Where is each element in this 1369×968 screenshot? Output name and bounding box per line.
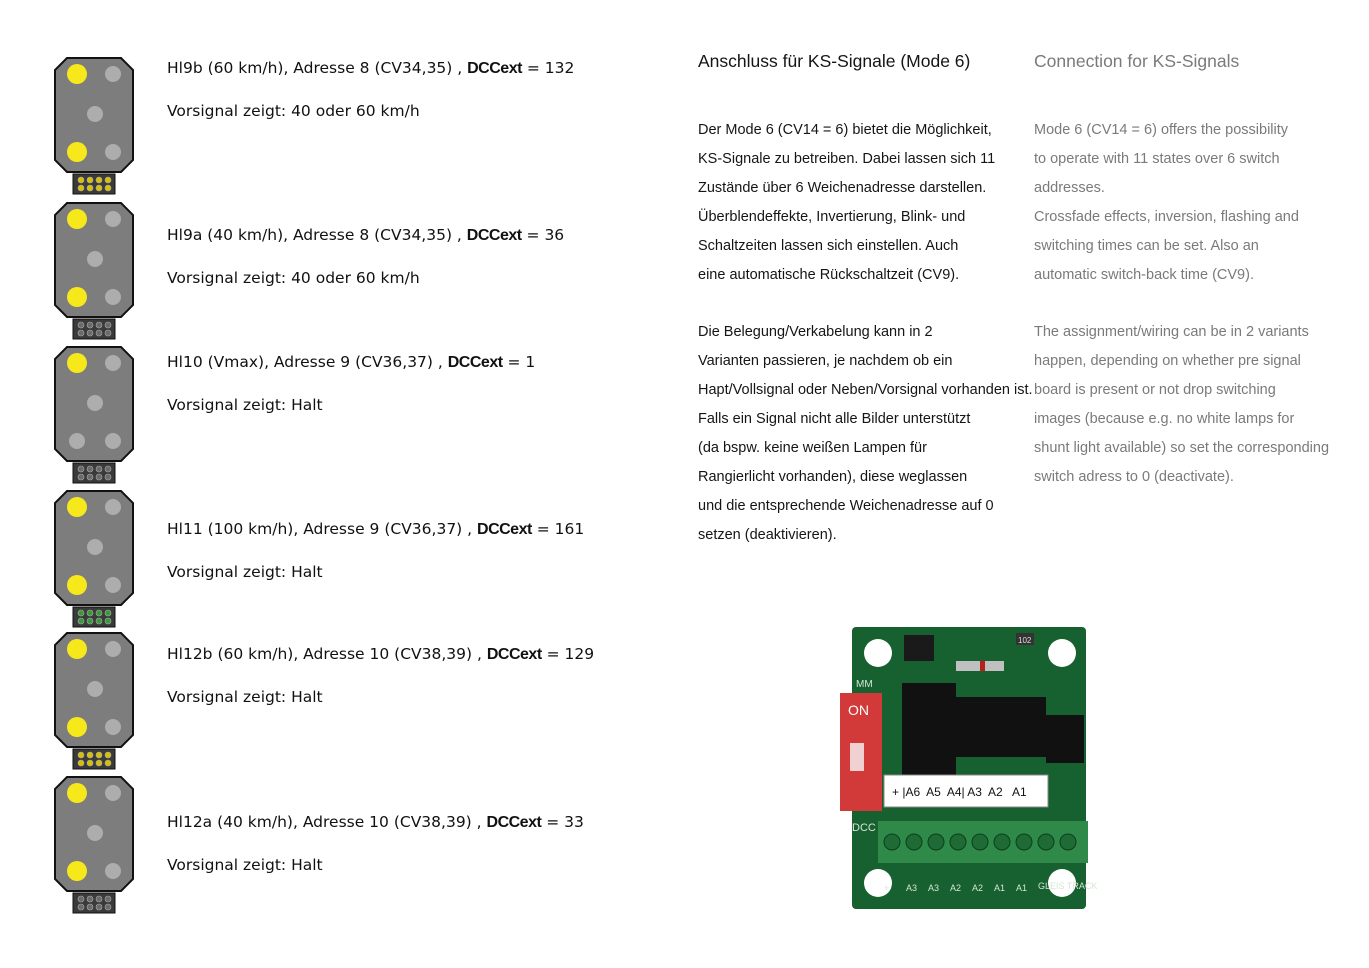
dcc-ext-label: DCCext [466, 227, 522, 244]
connector-pin [87, 610, 93, 616]
dcc-ext-value: = 161 [536, 520, 585, 538]
connector-pin [105, 896, 111, 902]
signal-title [167, 812, 584, 833]
text-line: happen, depending on whether pre signal [1034, 353, 1301, 370]
lamp-on [67, 575, 87, 595]
dcc-ext-label: DCCext [467, 60, 522, 77]
connector-pin [87, 322, 93, 328]
connector-pin [78, 610, 84, 616]
lamp-off [69, 433, 85, 449]
connector-pin [78, 752, 84, 758]
lamp-off [87, 106, 103, 122]
screw-terminal [1038, 834, 1054, 850]
dip-switch-on-label: ON [848, 702, 869, 718]
connector-pin [105, 904, 111, 910]
lamp-off [105, 289, 121, 305]
signal-title [167, 644, 594, 665]
screw-terminal [884, 834, 900, 850]
dcc-ext-value: = 36 [526, 226, 565, 244]
screw-terminal [906, 834, 922, 850]
signal-light [53, 201, 135, 341]
signal-name: Hl9b (60 km/h), Adresse 8 (CV34,35) , [167, 59, 468, 77]
lamp-off [105, 144, 121, 160]
signal-light [53, 775, 135, 915]
connector-pin [78, 618, 84, 624]
connector-pin [105, 752, 111, 758]
mounting-hole [1048, 639, 1076, 667]
text-line: Die Belegung/Verkabelung kann in 2 [698, 324, 933, 341]
signal-title [167, 352, 535, 373]
signal-light-drawing [53, 775, 135, 915]
connector-pin [96, 322, 102, 328]
vorsignal-text: Vorsignal zeigt: 40 oder 60 km/h [167, 269, 420, 287]
lamp-off [87, 395, 103, 411]
signal-entry [167, 519, 584, 582]
connector-pin [96, 904, 102, 910]
connector-pin [105, 760, 111, 766]
signal-title [167, 58, 574, 79]
connector-pin [87, 896, 93, 902]
connector-pin [78, 330, 84, 336]
mounting-hole [864, 639, 892, 667]
connector-pin [78, 185, 84, 191]
lamp-off [87, 681, 103, 697]
text-line: und die entsprechende Weichenadresse auf 0 [698, 497, 994, 514]
lamp-on [67, 287, 87, 307]
connector-pin [78, 760, 84, 766]
dcc-ext-label: DCCext [447, 354, 503, 371]
screw-terminal [950, 834, 966, 850]
connector-pin [96, 760, 102, 766]
lamp-off [87, 251, 103, 267]
lamp-on [67, 497, 87, 517]
text-line: addresses. [1034, 179, 1105, 196]
connector-pin [105, 474, 111, 480]
connector-pin [105, 177, 111, 183]
connector-pin [78, 904, 84, 910]
signal-title [167, 519, 584, 540]
dcc-label: DCC [852, 822, 876, 834]
connector-pin [96, 330, 102, 336]
signal-light [53, 56, 135, 196]
connector-pin [105, 618, 111, 624]
signal-light-drawing [53, 56, 135, 196]
lamp-on [67, 353, 87, 373]
transistor [1046, 715, 1084, 763]
screw-terminal [1016, 834, 1032, 850]
text-line: The assignment/wiring can be in 2 variants [1034, 324, 1309, 341]
signal-name: Hl12a (40 km/h), Adresse 10 (CV38,39) , [167, 813, 487, 831]
signal-entry [167, 58, 574, 121]
german-title: Anschluss für KS-Signale (Mode 6) [698, 51, 971, 71]
signal-entry [167, 352, 535, 415]
text-line: shunt light available) so set the corresponding [1034, 440, 1330, 457]
lamp-on [67, 639, 87, 659]
signal-name: Hl10 (Vmax), Adresse 9 (CV36,37) , [167, 353, 448, 371]
german-column [698, 50, 1033, 550]
lamp-on [67, 783, 87, 803]
dcc-ext-value: = 1 [507, 353, 536, 371]
dip-switch-lever [850, 743, 864, 771]
text-line: eine automatische Rückschaltzeit (CV9). [698, 266, 960, 283]
pin-label: A2 [972, 883, 984, 893]
english-title: Connection for KS-Signals [1034, 51, 1240, 71]
signal-light-drawing [53, 489, 135, 629]
connector-pin [87, 618, 93, 624]
decoder-board-drawing [838, 625, 1098, 915]
connector-pin [105, 466, 111, 472]
decoder-board-image [838, 625, 1098, 915]
signal-title [167, 225, 564, 246]
text-line: KS-Signale zu betreiben. Dabei lassen sich 11 [698, 150, 996, 167]
connector-pin [87, 752, 93, 758]
text-line: Mode 6 (CV14 = 6) offers the possibility [1034, 122, 1289, 138]
english-paragraph-1 [1034, 116, 1329, 289]
text-line: switch adress to 0 (deactivate). [1034, 468, 1234, 485]
connector-pin [96, 610, 102, 616]
text-line: to operate with 11 states over 6 switch [1034, 150, 1280, 167]
pin-label: A2 [950, 883, 962, 893]
dcc-ext-label: DCCext [477, 521, 532, 538]
connector-pin [96, 752, 102, 758]
signal-light-drawing [53, 201, 135, 341]
connector-pin [105, 610, 111, 616]
connector-pin [78, 322, 84, 328]
text-line: Überblendeffekte, Invertierung, Blink- und [698, 208, 966, 225]
text-line: automatic switch-back time (CV9). [1034, 266, 1254, 283]
lamp-off [87, 539, 103, 555]
signal-light [53, 489, 135, 629]
signal-light-drawing [53, 631, 135, 771]
lamp-off [105, 499, 121, 515]
dcc-ext-label: DCCext [486, 814, 542, 831]
signal-entry [167, 644, 594, 707]
screw-terminal [972, 834, 988, 850]
lamp-on [67, 861, 87, 881]
terminal-label: + |A6 A5 A4| A3 A2 A1 [892, 785, 1027, 799]
signal-name: Hl9a (40 km/h), Adresse 8 (CV34,35) , [167, 226, 467, 244]
vorsignal-text: Vorsignal zeigt: 40 oder 60 km/h [167, 102, 420, 120]
signal-light [53, 345, 135, 485]
text-line: setzen (deaktivieren). [698, 526, 837, 543]
driver-chip [956, 697, 1046, 757]
dcc-ext-label: DCCext [486, 646, 542, 663]
text-line: Falls ein Signal nicht alle Bilder unterstützt [698, 411, 971, 428]
connector-pin [78, 466, 84, 472]
vorsignal-text: Vorsignal zeigt: Halt [167, 688, 323, 706]
signal-entry [167, 812, 584, 875]
german-paragraph-2 [698, 318, 1033, 549]
lamp-on [67, 209, 87, 229]
pin-label: A1 [1016, 883, 1028, 893]
text-line: Crossfade effects, inversion, flashing and [1034, 208, 1299, 225]
connector-pin [87, 466, 93, 472]
lamp-off [87, 825, 103, 841]
english-paragraph-2 [1034, 318, 1329, 491]
connector-pin [87, 177, 93, 183]
connector-pin [96, 177, 102, 183]
signal-light-drawing [53, 345, 135, 485]
lamp-off [105, 785, 121, 801]
connector-pin [96, 618, 102, 624]
connector-pin [87, 760, 93, 766]
connector-pin [78, 177, 84, 183]
pin-label: A3 [928, 883, 940, 893]
lamp-off [105, 211, 121, 227]
lamp-off [105, 577, 121, 593]
text-line: Der Mode 6 (CV14 = 6) bietet die Möglichkeit, [698, 122, 992, 138]
screw-terminal [1060, 834, 1076, 850]
connector-pin [96, 896, 102, 902]
resistor-label: 102 [1018, 636, 1032, 645]
lamp-on [67, 717, 87, 737]
signal-name: Hl11 (100 km/h), Adresse 9 (CV36,37) , [167, 520, 478, 538]
text-line: board is present or not drop switching [1034, 382, 1276, 399]
lamp-on [67, 64, 87, 84]
lamp-on [67, 142, 87, 162]
dcc-ext-value: = 33 [546, 813, 584, 831]
german-paragraph-1 [698, 116, 1033, 289]
diode-band [980, 661, 985, 671]
connector-pin [87, 474, 93, 480]
lamp-off [105, 355, 121, 371]
vorsignal-text: Vorsignal zeigt: Halt [167, 856, 323, 874]
text-line: Schaltzeiten lassen sich einstellen. Auch [698, 237, 959, 254]
connector-pin [87, 185, 93, 191]
lamp-off [105, 863, 121, 879]
text-line: images (because e.g. no white lamps for [1034, 411, 1295, 428]
connector-pin [105, 185, 111, 191]
vorsignal-text: Vorsignal zeigt: Halt [167, 396, 323, 414]
text-line: Rangierlicht vorhanden), diese weglassen [698, 468, 968, 485]
connector-pin [105, 322, 111, 328]
connector-pin [78, 474, 84, 480]
connector-pin [96, 466, 102, 472]
mm-label: MM [856, 679, 873, 690]
pin-label: + [884, 883, 890, 893]
text-line: Hapt/Vollsignal oder Neben/Vorsignal vorhanden ist. [698, 382, 1033, 399]
connector-pin [87, 904, 93, 910]
screw-terminal [994, 834, 1010, 850]
connector-pin [78, 896, 84, 902]
connector-pin [96, 474, 102, 480]
text-line: Zustände über 6 Weichenadresse darstellen. [698, 179, 987, 196]
track-label: GLEIS TRACK [1038, 881, 1098, 891]
pin-label: A1 [994, 883, 1006, 893]
english-column [1034, 50, 1329, 492]
lamp-off [105, 433, 121, 449]
dcc-ext-value: = 129 [546, 645, 595, 663]
signal-entry [167, 225, 564, 288]
pin-label: A3 [906, 883, 918, 893]
capacitor [904, 635, 934, 661]
text-line: Varianten passieren, je nachdem ob ein [698, 353, 953, 370]
connector-pin [105, 330, 111, 336]
connector-pin [87, 330, 93, 336]
screw-terminals [884, 834, 1076, 850]
lamp-off [105, 719, 121, 735]
connector-pin [96, 185, 102, 191]
text-line: switching times can be set. Also an [1034, 237, 1259, 254]
signal-light [53, 631, 135, 771]
signal-name: Hl12b (60 km/h), Adresse 10 (CV38,39) , [167, 645, 487, 663]
screw-terminal [928, 834, 944, 850]
dcc-ext-value: = 132 [526, 59, 575, 77]
text-line: (da bspw. keine weißen Lampen für [698, 440, 927, 457]
lamp-off [105, 66, 121, 82]
vorsignal-text: Vorsignal zeigt: Halt [167, 563, 323, 581]
lamp-off [105, 641, 121, 657]
